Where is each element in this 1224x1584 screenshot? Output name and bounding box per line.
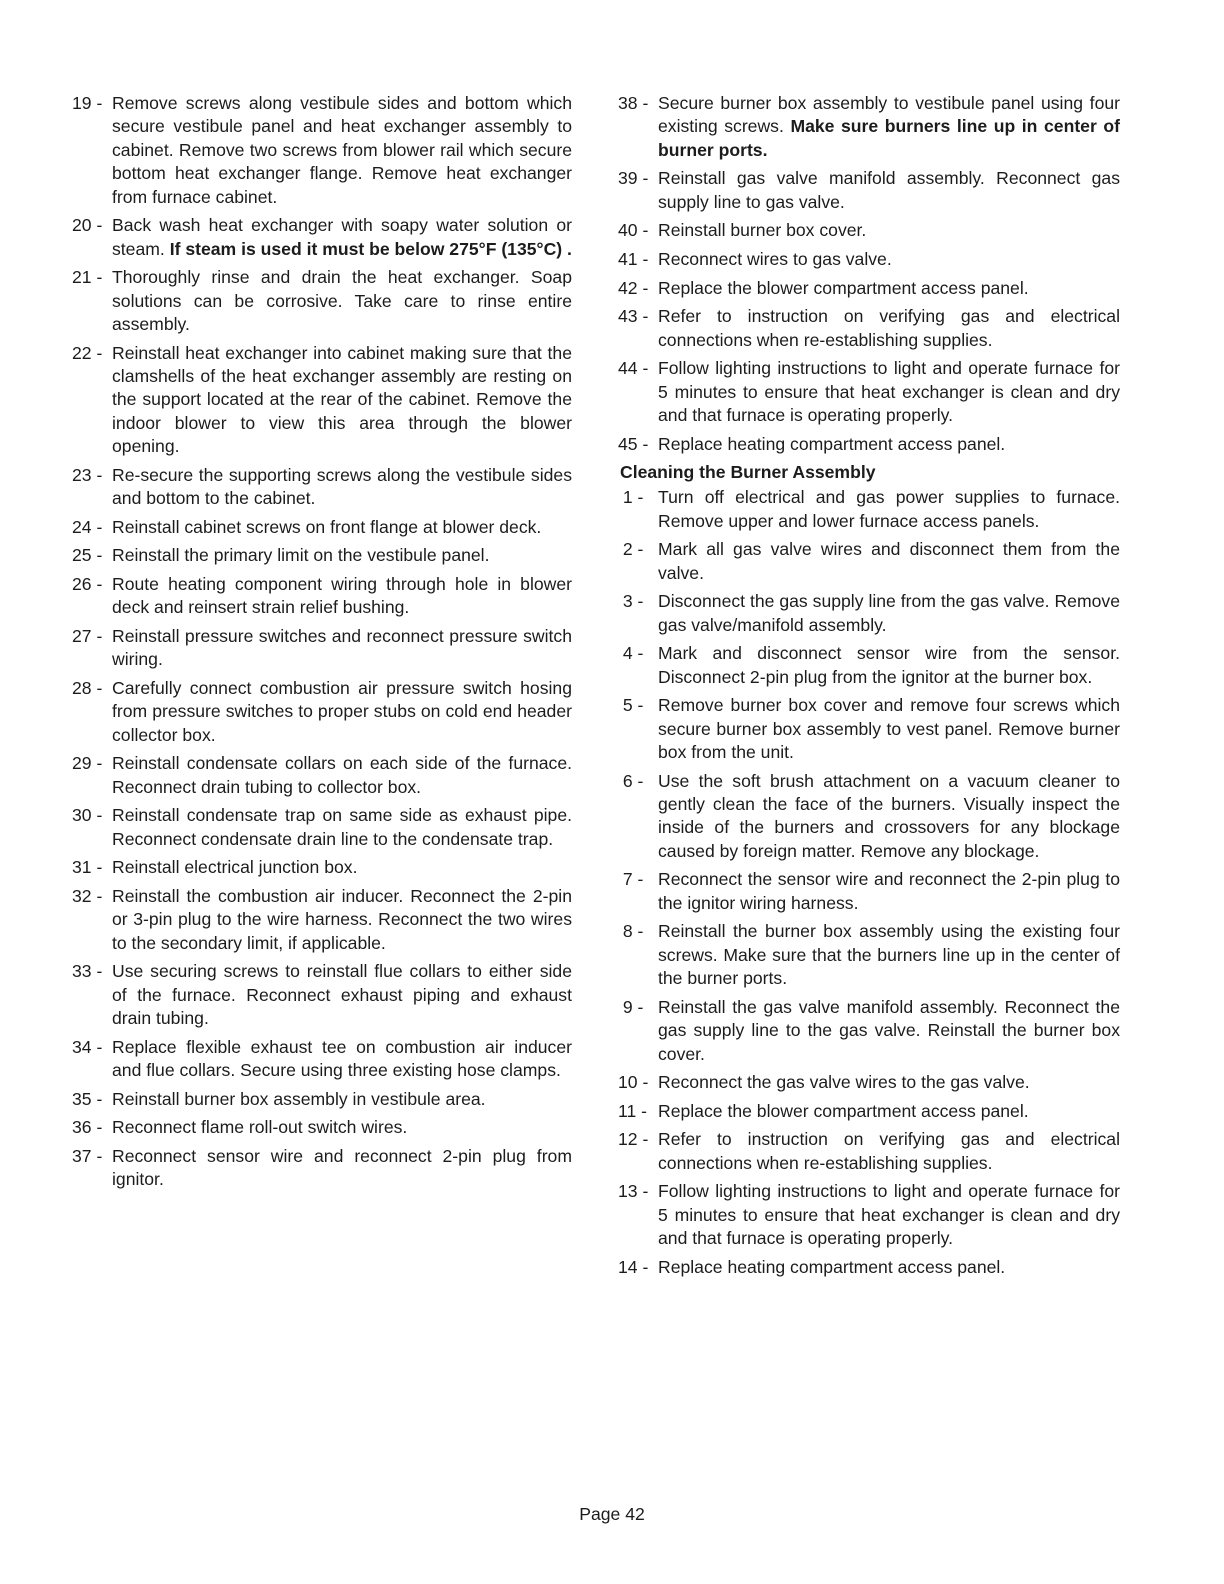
list-item	[72, 1036, 572, 1083]
step-number: 3 -	[618, 591, 644, 612]
step-text: Reinstall electrical junction box.	[112, 857, 358, 878]
step-text: Remove burner box cover and remove four screws which secure burner box assembly to vest panel. Remove burner box from the unit.	[658, 695, 1120, 762]
list-item	[618, 1100, 1120, 1123]
step-number: 26 -	[72, 574, 103, 595]
step-text: Remove screws along vestibule sides and bottom which secure vestibule panel and heat exchanger assembly to cabinet. Remove two screws from blower rail which secure bottom heat exchanger flange. Remove heat exchanger from furnace cabinet.	[112, 93, 572, 207]
step-number: 38 -	[618, 93, 649, 113]
list-item	[72, 960, 572, 1030]
step-number: 36 -	[72, 1117, 103, 1138]
list-item	[72, 1145, 572, 1192]
step-text: Use the soft brush attachment on a vacuum cleaner to gently clean the face of the burners. Visually inspect the inside of the burners and crossovers for any blockage caused by foreign matter. Remove any blockage.	[658, 770, 1120, 861]
step-number: 21 -	[72, 267, 103, 288]
step-text: Use securing screws to reinstall flue collars to either side of the furnace. Reconnect exhaust piping and exhaust drain tubing.	[112, 961, 572, 1029]
step-text: Mark all gas valve wires and disconnect them from the valve.	[658, 539, 1120, 583]
step-text: Reinstall the burner box assembly using the existing four screws. Make sure that the burners line up in the center of the burner ports.	[658, 921, 1120, 989]
list-item	[618, 305, 1120, 352]
step-number: 40 -	[618, 220, 649, 241]
list-item	[72, 464, 572, 511]
step-number: 10 -	[618, 1072, 649, 1093]
list-item	[618, 219, 1120, 242]
section-heading: Cleaning the Burner Assembly	[620, 462, 876, 483]
step-number: 5 -	[618, 695, 644, 716]
list-item	[618, 1071, 1120, 1094]
list-item	[72, 1088, 572, 1111]
step-text: Reinstall pressure switches and reconnect pressure switch wiring.	[112, 626, 572, 670]
list-item	[618, 1180, 1120, 1250]
step-text: Reinstall condensate trap on same side as exhaust pipe. Reconnect condensate drain line to the condensate trap.	[112, 805, 572, 849]
step-text: Reinstall burner box cover.	[658, 220, 867, 241]
list-item	[72, 266, 572, 336]
step-number: 2 -	[618, 539, 644, 560]
warning-text: If steam is used it must be below 275°F (135°C) .	[169, 238, 572, 259]
list-item	[618, 868, 1120, 915]
step-number: 31 -	[72, 857, 103, 878]
list-item	[72, 342, 572, 459]
step-text: Turn off electrical and gas power supplies to furnace. Remove upper and lower furnace access panels.	[658, 487, 1120, 531]
step-number: 45 -	[618, 433, 649, 454]
step-number: 7 -	[618, 869, 644, 890]
step-number: 32 -	[72, 886, 103, 907]
step-text: Reinstall gas valve manifold assembly. Reconnect gas supply line to gas valve.	[658, 168, 1120, 212]
list-item	[618, 248, 1120, 271]
step-text: Mark and disconnect sensor wire from the sensor. Disconnect 2-pin plug from the ignitor at the burner box.	[658, 643, 1120, 687]
step-text: Reinstall the gas valve manifold assembly. Reconnect the gas supply line to the gas valve. Reinstall the burner box cover.	[658, 996, 1120, 1064]
step-text: Re-secure the supporting screws along the vestibule sides and bottom to the cabinet.	[112, 464, 572, 509]
step-number: 25 -	[72, 545, 103, 566]
step-number: 23 -	[72, 464, 103, 485]
step-number: 4 -	[618, 643, 644, 664]
right-column	[618, 92, 1120, 1284]
step-text: Follow lighting instructions to light and operate furnace for 5 minutes to ensure that heat exchanger is clean and dry and that furnace is operating properly.	[658, 1181, 1120, 1249]
step-number: 27 -	[72, 626, 103, 647]
step-text: Replace the blower compartment access panel.	[658, 1100, 1029, 1121]
list-item	[72, 752, 572, 799]
step-number: 12 -	[618, 1129, 649, 1150]
step-text: Carefully connect combustion air pressure switch hosing from pressure switches to proper stubs on cold end header collector box.	[112, 678, 572, 745]
list-item	[618, 167, 1120, 214]
step-number: 41 -	[618, 249, 649, 269]
step-number: 22 -	[72, 342, 103, 363]
step-text: Route heating component wiring through hole in blower deck and reinsert strain relief bushing.	[112, 574, 572, 618]
step-number: 30 -	[72, 805, 103, 826]
list-item	[618, 538, 1120, 585]
step-text: Reconnect sensor wire and reconnect 2-pin plug from ignitor.	[112, 1146, 572, 1190]
step-number: 8 -	[618, 921, 644, 942]
list-item	[72, 625, 572, 672]
list-item	[618, 996, 1120, 1066]
step-text: Disconnect the gas supply line from the gas valve. Remove gas valve/manifold assembly.	[658, 591, 1120, 635]
step-text: Refer to instruction on verifying gas and electrical connections when re-establishing supplies.	[658, 1129, 1120, 1173]
step-number: 33 -	[72, 961, 103, 982]
step-number: 9 -	[618, 996, 644, 1017]
step-number: 1 -	[618, 487, 644, 508]
step-text: Replace the blower compartment access panel.	[658, 277, 1029, 298]
step-text: Follow lighting instructions to light and operate furnace for 5 minutes to ensure that heat exchanger is clean and dry and that furnace is operating properly.	[658, 358, 1120, 425]
step-number: 11 -	[618, 1100, 648, 1121]
list-item	[72, 804, 572, 851]
list-item	[72, 677, 572, 747]
list-item	[618, 486, 1120, 533]
list-item	[72, 516, 572, 539]
step-text: Reconnect the gas valve wires to the gas valve.	[658, 1072, 1030, 1093]
step-text: Reinstall heat exchanger into cabinet making sure that the clamshells of the heat exchanger assembly are resting on the support located at the rear of the cabinet. Remove the indoor blower to view this area through the blower opening.	[112, 342, 572, 457]
step-text: Replace heating compartment access panel.	[658, 433, 1006, 454]
step-number: 44 -	[618, 358, 649, 379]
step-number: 35 -	[72, 1088, 103, 1109]
step-number: 24 -	[72, 516, 103, 537]
step-text: Thoroughly rinse and drain the heat exchanger. Soap solutions can be corrosive. Take care to rinse entire assembly.	[112, 267, 572, 335]
step-number: 19 -	[72, 93, 103, 113]
step-text: Replace flexible exhaust tee on combustion air inducer and flue collars. Secure using three existing hose clamps.	[112, 1036, 572, 1081]
list-item	[618, 642, 1120, 689]
list-item	[618, 433, 1120, 456]
list-item	[72, 856, 572, 879]
step-number: 37 -	[72, 1146, 103, 1167]
list-item	[618, 1256, 1120, 1279]
step-number: 20 -	[72, 215, 103, 236]
list-item	[72, 92, 572, 209]
page-number: Page 42	[579, 1504, 645, 1524]
step-text: Replace heating compartment access panel.	[658, 1256, 1006, 1277]
step-text: Reconnect flame roll-out switch wires.	[112, 1117, 408, 1138]
list-item	[72, 573, 572, 620]
list-item	[72, 214, 572, 261]
step-number: 6 -	[618, 770, 644, 791]
warning-text: Make sure burners line up in center of burner ports.	[658, 116, 1120, 160]
step-text: Reconnect the sensor wire and reconnect the 2-pin plug to the ignitor wiring harness.	[658, 869, 1120, 913]
step-number: 13 -	[618, 1181, 649, 1202]
list-item	[618, 92, 1120, 162]
step-text: Reinstall cabinet screws on front flange at blower deck.	[112, 516, 542, 537]
list-item	[72, 885, 572, 955]
step-text: Secure burner box assembly to vestibule panel using four existing screws. Make sure burners line up in center of burner ports.	[658, 93, 1120, 160]
step-number: 42 -	[618, 277, 649, 298]
step-text: Refer to instruction on verifying gas and electrical connections when re-establishing supplies.	[658, 306, 1120, 350]
left-column	[72, 92, 572, 1197]
list-item	[618, 920, 1120, 990]
list-item	[618, 1128, 1120, 1175]
step-text: Reinstall condensate collars on each side of the furnace. Reconnect drain tubing to collector box.	[112, 753, 572, 797]
step-text: Reinstall the combustion air inducer. Reconnect the 2-pin or 3-pin plug to the wire harness. Reconnect the two wires to the secondary limit, if applicable.	[112, 886, 572, 953]
step-number: 14 -	[618, 1256, 649, 1277]
step-number: 43 -	[618, 306, 649, 327]
list-item	[618, 694, 1120, 764]
list-item	[618, 277, 1120, 300]
list-item	[618, 590, 1120, 637]
step-text: Reinstall the primary limit on the vestibule panel.	[112, 545, 490, 566]
step-text: Back wash heat exchanger with soapy water solution or steam. If steam is used it must be below 275°F (135°C) .	[112, 215, 572, 259]
step-number: 34 -	[72, 1036, 103, 1057]
list-item	[618, 770, 1120, 864]
step-text: Reconnect wires to gas valve.	[658, 249, 892, 269]
list-item	[72, 544, 572, 567]
list-item	[72, 1116, 572, 1139]
step-number: 29 -	[72, 753, 103, 774]
list-item	[618, 357, 1120, 427]
step-text: Reinstall burner box assembly in vestibule area.	[112, 1088, 486, 1109]
step-number: 39 -	[618, 168, 649, 189]
step-number: 28 -	[72, 678, 103, 699]
